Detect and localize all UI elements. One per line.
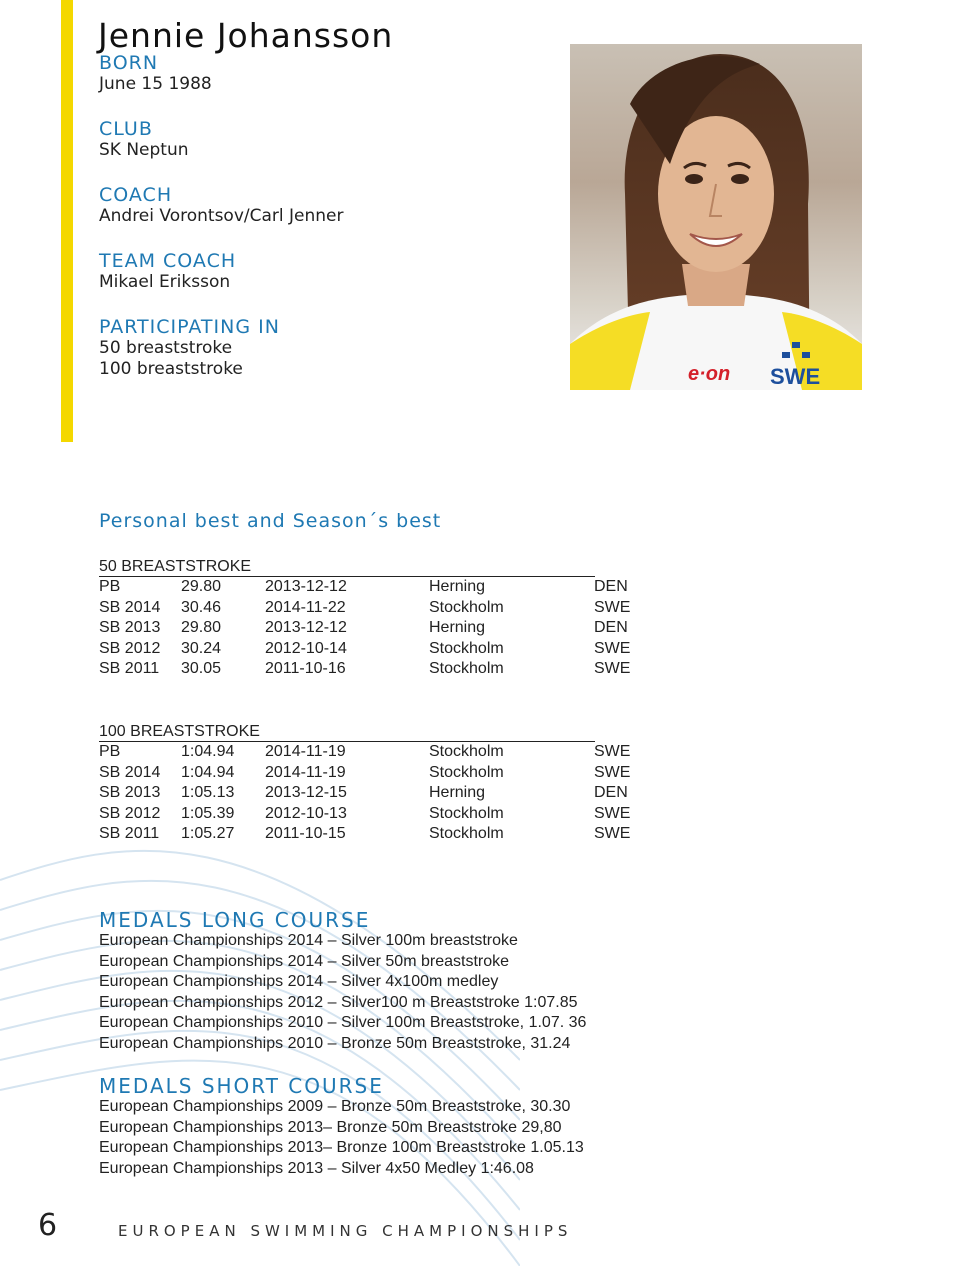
record-country: DEN (594, 784, 628, 801)
record-date: 2011-10-16 (265, 660, 346, 677)
club-value: SK Neptun (99, 140, 189, 160)
born-label: BORN (99, 52, 159, 74)
club-label: CLUB (99, 118, 153, 140)
list-item: European Championships 2013– Bronze 50m Breaststroke 29,80 (99, 1118, 562, 1136)
record-country: SWE (594, 763, 631, 781)
record-type: SB 2014 (99, 598, 161, 616)
record-type: SB 2013 (99, 619, 161, 636)
list-item: European Championships 2010 – Silver 100m Breaststroke, 1.07. 36 (99, 1014, 587, 1032)
born-section (99, 52, 212, 95)
list-item: European Championships 2009 – Bronze 50m Breaststroke, 30.30 (99, 1098, 571, 1115)
record-country: SWE (594, 825, 631, 842)
table-heading: 50 BREASTSTROKE (99, 558, 252, 575)
club-section (99, 118, 189, 161)
record-time: 1:05.13 (181, 784, 235, 801)
table-100-breaststroke (99, 722, 639, 845)
record-type: SB 2013 (99, 784, 161, 801)
list-item: European Championships 2013– Bronze 100m Breaststroke 1.05.13 (99, 1139, 584, 1157)
record-country: SWE (594, 660, 631, 677)
table-row (99, 804, 639, 825)
table-heading-row (99, 557, 639, 577)
table-row (99, 783, 639, 804)
team-coach-value: Mikael Eriksson (99, 272, 231, 292)
event-50-breaststroke: 50 breaststroke (99, 338, 233, 358)
coach-label: COACH (99, 184, 173, 206)
record-date: 2012-10-13 (265, 804, 347, 822)
record-time: 30.24 (181, 639, 222, 657)
record-country: SWE (594, 598, 631, 616)
medals-long-course-title: MEDALS LONG COURSE (99, 908, 371, 932)
team-coach-section (99, 250, 236, 293)
record-city: Stockholm (429, 804, 504, 822)
record-date: 2014-11-19 (265, 763, 346, 781)
table-row (99, 763, 639, 784)
participating-section (99, 316, 280, 380)
record-type: SB 2014 (99, 763, 161, 781)
table-row (99, 577, 639, 598)
table-50-breaststroke (99, 557, 639, 680)
jersey-eon-text: e·on (688, 363, 731, 385)
record-type: SB 2011 (99, 825, 160, 842)
list-item: European Championships 2013 – Silver 4x50 Medley 1:46.08 (99, 1159, 534, 1177)
record-country: SWE (594, 804, 631, 822)
record-city: Stockholm (429, 743, 504, 760)
record-country: DEN (594, 619, 628, 636)
list-item: European Championships 2010 – Bronze 50m Breaststroke, 31.24 (99, 1034, 571, 1052)
medals-short-course-list (99, 1097, 584, 1179)
table-row (99, 639, 639, 660)
record-time: 29.80 (181, 578, 222, 595)
table-heading-row (99, 722, 639, 742)
record-country: DEN (594, 578, 628, 595)
record-date: 2013-12-12 (265, 619, 347, 636)
athlete-name: Jennie Johansson (98, 16, 394, 56)
record-city: Herning (429, 578, 486, 595)
record-city: Herning (429, 619, 486, 636)
table-row (99, 742, 639, 763)
medals-short-course-title: MEDALS SHORT COURSE (99, 1074, 384, 1098)
medals-long-course-list (99, 931, 586, 1055)
portrait-illustration (570, 44, 862, 390)
record-city: Stockholm (429, 660, 504, 677)
event-100-breaststroke: 100 breaststroke (99, 359, 243, 379)
records-title: Personal best and Season´s best (99, 510, 442, 532)
jersey-swe-text: SWE (770, 364, 821, 389)
team-coach-label: TEAM COACH (99, 250, 237, 272)
record-time: 1:04.94 (181, 743, 235, 760)
record-time: 1:05.39 (181, 804, 235, 822)
record-city: Herning (429, 784, 486, 801)
record-time: 1:04.94 (181, 763, 235, 781)
record-type: PB (99, 578, 121, 595)
record-date: 2014-11-19 (265, 743, 346, 760)
record-date: 2013-12-15 (265, 784, 347, 801)
record-date: 2013-12-12 (265, 578, 347, 595)
table-row (99, 824, 639, 845)
record-country: SWE (594, 743, 631, 760)
record-date: 2014-11-22 (265, 598, 346, 616)
list-item: European Championships 2012 – Silver100 m Breaststroke 1:07.85 (99, 993, 578, 1011)
table-row (99, 598, 639, 619)
footer-title: EUROPEAN SWIMMING CHAMPIONSHIPS (118, 1222, 573, 1240)
page-number: 6 (38, 1208, 58, 1243)
born-value: June 15 1988 (99, 74, 212, 94)
record-city: Stockholm (429, 825, 504, 842)
record-date: 2011-10-15 (265, 825, 346, 842)
record-city: Stockholm (429, 639, 504, 657)
athlete-photo (570, 44, 862, 390)
table-row (99, 659, 639, 680)
record-time: 1:05.27 (181, 825, 235, 842)
record-city: Stockholm (429, 763, 504, 781)
coach-section (99, 184, 343, 227)
record-type: SB 2012 (99, 639, 161, 657)
record-country: SWE (594, 639, 631, 657)
record-date: 2012-10-14 (265, 639, 347, 657)
record-type: PB (99, 743, 121, 760)
list-item: European Championships 2014 – Silver 50m breaststroke (99, 952, 510, 970)
accent-bar (61, 0, 73, 442)
list-item: European Championships 2014 – Silver 4x100m medley (99, 973, 499, 991)
record-time: 29.80 (181, 619, 222, 636)
coach-value: Andrei Vorontsov/Carl Jenner (99, 206, 344, 226)
record-time: 30.46 (181, 598, 222, 616)
table-row (99, 618, 639, 639)
record-time: 30.05 (181, 660, 222, 677)
record-type: SB 2012 (99, 804, 161, 822)
table-heading: 100 BREASTSTROKE (99, 723, 260, 740)
record-city: Stockholm (429, 598, 504, 616)
participating-label: PARTICIPATING IN (99, 316, 280, 338)
list-item: European Championships 2014 – Silver 100m breaststroke (99, 932, 518, 949)
record-type: SB 2011 (99, 660, 160, 677)
